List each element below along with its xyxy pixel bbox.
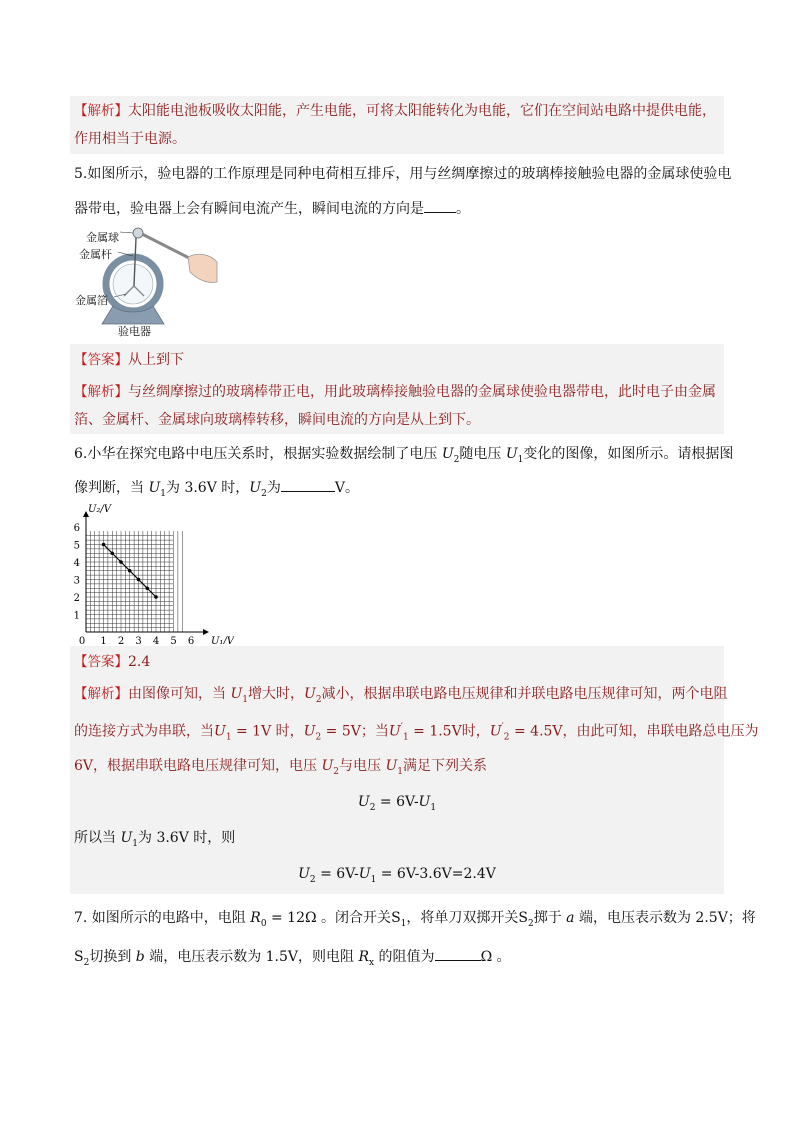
q6-answer: 【答案】2.4 (74, 654, 151, 670)
x-tick-label: 5 (170, 636, 177, 644)
data-point (154, 595, 158, 599)
y-tick-label: 2 (73, 593, 80, 604)
q6-analysis-line1: 【解析】由图像可知，当 $U_1$增大时，$U_2$减小，根据串联电路电压规律和并联电路电压规律可知，两个电阻 (74, 686, 728, 705)
answer-tag: 【答案】 (74, 352, 128, 368)
answer-blank (435, 946, 481, 961)
q7-question-line2: $S_2$切换到 b 端，电压表示数为 1.5V，则电阻 $R_x$ 的阻值为 Ω 。 (74, 946, 511, 973)
q6-formula2: $U_2 = 6V-U_1 = 6V-3.6V=2.4V$ (298, 866, 496, 885)
y-tick-label: 5 (73, 540, 80, 552)
answer-blank (424, 198, 456, 213)
y-axis-label: U₂/V (88, 504, 112, 515)
y-tick-label: 3 (73, 575, 80, 587)
q5-answer: 【答案】从上到下 (74, 352, 184, 368)
data-point (102, 543, 106, 547)
x-axis-arrow (203, 629, 209, 635)
q6-formula1: $U_2 = 6V-U_1$ (357, 794, 437, 813)
y-tick-label: 6 (73, 523, 80, 534)
metal-ball (133, 228, 143, 238)
analysis-tag: 【解析】 (74, 384, 128, 400)
label-metal-ball: 金属球 (86, 231, 119, 244)
x-tick-label: 4 (152, 636, 160, 644)
data-point (110, 551, 114, 555)
data-point (128, 569, 132, 573)
q5-analysis-line2: 箔、金属杆、金属球向玻璃棒转移，瞬间电流的方向是从上到下。 (74, 412, 480, 428)
q5-question-line2: 器带电，验电器上会有瞬间电流产生，瞬间电流的方向是 。 (74, 198, 470, 219)
data-point (137, 578, 141, 582)
analysis-tag: 【解析】 (74, 686, 128, 702)
label-metal-foil: 金属箔 (75, 294, 108, 307)
q6-question-line1: 6.小华在探究电路中电压关系时，根据实验数据绘制了电压 $U_2$随电压 $U_1$变化的图像，如图所示。请根据图 (74, 446, 734, 465)
x-tick-label: 0 (78, 636, 86, 644)
q6-question-line2: 像判断，当 $U_1$为 3.6V 时，$U_2$为 V。 (74, 477, 359, 504)
data-point (119, 560, 123, 564)
label-metal-rod: 金属杆 (79, 248, 112, 261)
answer-blank (281, 477, 335, 492)
q5-analysis-line1: 【解析】与丝绸摩擦过的玻璃棒带正电，用此玻璃棒接触验电器的金属球使验电器带电，此时电子由金属 (74, 384, 716, 400)
x-tick-label: 2 (117, 636, 125, 644)
q7-question-line1: 7. 如图所示的电路中，电阻 $R_0 = 12\Omega$ 。闭合开关$S_1$，将单刀双掷开关$S_2$掷于 a 端，电压表示数为 2.5V；将 (74, 910, 756, 929)
q6-analysis-line2: 的连接方式为串联，当$U_1 = 1V$ 时，$U_2 = 5V$；当$U'_1 = 1.5V$时，$U'_2 = 4.5V$，由此可知，串联电路总电压为 (74, 722, 759, 743)
label-electroscope: 验电器 (118, 325, 151, 338)
q4-analysis-line1: 【解析】太阳能电池板吸收太阳能，产生电能，可将太阳能转化为电能，它们在空间站电路中提供电能， (74, 103, 716, 119)
q4-analysis-line2: 作用相当于电源。 (74, 131, 186, 147)
voltage-chart (64, 500, 234, 644)
y-tick-label: 1 (73, 610, 80, 622)
analysis-tag: 【解析】 (74, 103, 128, 119)
x-tick-label: 1 (100, 636, 107, 644)
x-tick-label: 6 (187, 636, 195, 644)
x-tick-label: 3 (135, 636, 142, 644)
q6-analysis-line4: 所以当 $U_1$为 3.6V 时，则 (74, 830, 236, 849)
y-tick-label: 4 (73, 558, 80, 569)
glass-rod (140, 233, 195, 261)
answer-tag: 【答案】 (74, 654, 128, 670)
q5-question-line1: 5.如图所示，验电器的工作原理是同种电荷相互排斥，用与丝绸摩擦过的玻璃棒接触验电器的金属球使验电 (74, 166, 732, 182)
x-axis-label: U₁/V (211, 636, 234, 644)
hand (188, 254, 217, 282)
data-point (145, 586, 149, 590)
q6-analysis-line3: 6V，根据串联电路电压规律可知，电压 $U_2$与电压 $U_1$满足下列关系 (74, 758, 488, 777)
